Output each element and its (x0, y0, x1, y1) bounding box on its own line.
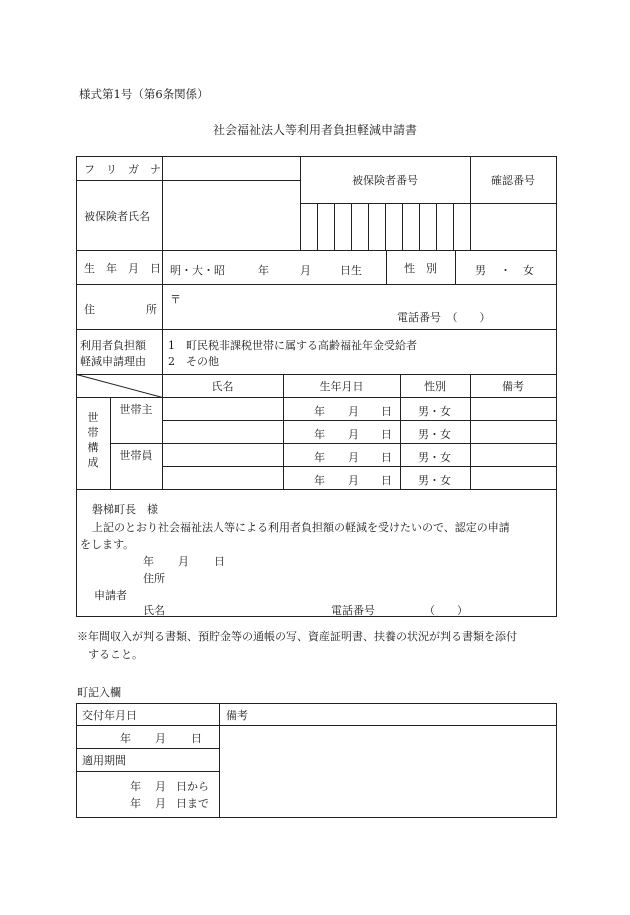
statement-line1: 上記のとおり社会福祉法人等による利用者負担額の軽減を受けたいので、認定の申請 (92, 521, 510, 534)
period-from-year: 年 (130, 780, 141, 793)
section-char: 成 (87, 456, 99, 469)
issue-year: 年 (120, 732, 131, 745)
page-title: 社会福祉法人等利用者負担軽減申請書 (212, 123, 417, 137)
application-month: 月 (178, 555, 189, 568)
row-month: 月 (348, 405, 359, 418)
postal-mark-icon: 〒 (170, 293, 181, 306)
issue-date-label: 交付年月日 (82, 708, 137, 722)
sex-dot: ・ (500, 264, 511, 277)
town-notes-label: 備考 (226, 708, 248, 722)
row-year: 年 (314, 428, 325, 441)
form-number: 様式第1号（第6条関係） (79, 87, 209, 101)
applicant-address-label: 住所 (143, 572, 165, 585)
row-day: 日 (381, 451, 392, 464)
household-section-label (76, 410, 110, 470)
birth-month-unit: 月 (300, 264, 311, 277)
period-to-year: 年 (130, 797, 141, 810)
birth-year-unit: 年 (258, 264, 269, 277)
period-from-text: 日から (176, 780, 209, 793)
reason-option-1[interactable]: 1 町民税非課税世帯に属する高齢福祉年金受給者 (168, 339, 417, 352)
row-sex[interactable]: 男・女 (418, 451, 451, 464)
row-year: 年 (314, 474, 325, 487)
address-phone-label: 電話番号 （ ） (397, 311, 491, 324)
applicant-phone-parens: （ ） (424, 604, 468, 617)
period-to-text: 日まで (176, 797, 209, 810)
household-col-birth: 生年月日 (319, 380, 364, 393)
reason-label-line1: 利用者負担額 (80, 339, 146, 352)
reason-option-2[interactable]: 2 その他 (168, 355, 219, 368)
town-section-heading: 町記入欄 (77, 686, 121, 699)
insured-name-field[interactable] (163, 181, 300, 250)
section-char: 帯 (87, 426, 99, 439)
address-label-1: 住 (84, 303, 95, 316)
application-day: 日 (214, 555, 225, 568)
household-head-label: 世帯主 (119, 403, 153, 416)
row-month: 月 (348, 451, 359, 464)
note-line1: ※年間収入が判る書類、預貯金等の通帳の写、資産証明書、扶養の状況が判る書類を添付 (77, 630, 517, 643)
confirmation-number-label: 確認番号 (491, 174, 535, 187)
row-year: 年 (314, 451, 325, 464)
applicant-label: 申請者 (94, 589, 127, 602)
row-sex[interactable]: 男・女 (418, 405, 451, 418)
address-label-2: 所 (146, 303, 157, 316)
row-day: 日 (381, 474, 392, 487)
household-col-name: 氏名 (211, 380, 234, 393)
row-sex[interactable]: 男・女 (418, 428, 451, 441)
row-sex[interactable]: 男・女 (418, 474, 451, 487)
issue-month: 月 (155, 732, 166, 745)
application-year: 年 (143, 555, 154, 568)
applicant-phone-label: 電話番号 (331, 604, 375, 617)
applicant-name-label: 氏名 (143, 604, 165, 617)
household-col-sex: 性別 (424, 380, 446, 393)
row-day: 日 (381, 428, 392, 441)
birth-day-unit: 日生 (340, 264, 362, 277)
period-from-month: 月 (155, 780, 166, 793)
addressee: 磐梯町長 様 (92, 503, 158, 516)
household-col-notes: 備考 (502, 380, 524, 393)
insured-name-label: 被保険者氏名 (84, 209, 150, 223)
row-month: 月 (348, 428, 359, 441)
sex-label: 性 別 (404, 261, 437, 275)
furigana-field[interactable] (163, 157, 300, 180)
section-char: 構 (87, 441, 99, 454)
birth-era: 明・大・昭 (170, 264, 225, 277)
section-char: 世 (87, 411, 99, 424)
reason-label-line2: 軽減申請理由 (80, 355, 146, 368)
note-line2: すること。 (88, 648, 143, 661)
row-month: 月 (348, 474, 359, 487)
sex-female[interactable]: 女 (523, 264, 534, 277)
issue-day: 日 (191, 732, 202, 745)
birth-label: 生 年 月 日 (84, 261, 161, 275)
furigana-label: フ リ ガ ナ (84, 162, 161, 176)
household-member-label: 世帯員 (119, 449, 153, 462)
row-day: 日 (381, 405, 392, 418)
period-to-month: 月 (155, 797, 166, 810)
row-year: 年 (314, 405, 325, 418)
statement-line2: をします。 (80, 538, 135, 551)
period-label: 適用期間 (82, 754, 126, 767)
insured-number-label: 被保険者番号 (352, 174, 418, 187)
sex-male[interactable]: 男 (475, 264, 486, 277)
